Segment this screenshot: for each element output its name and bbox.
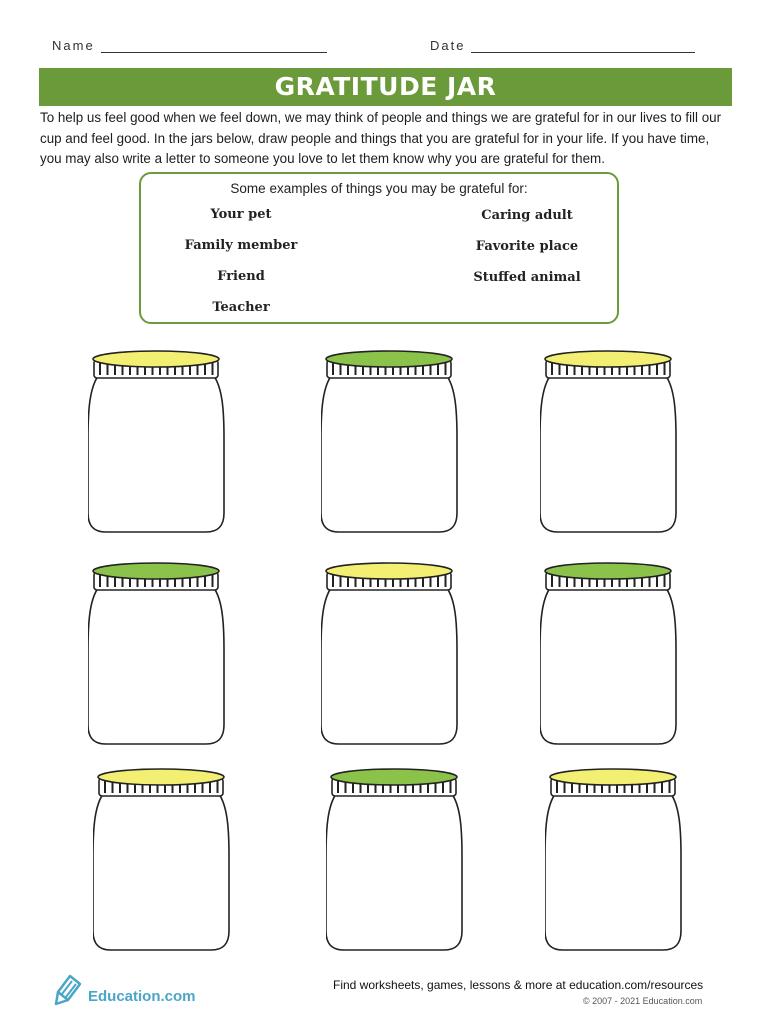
intro-text: To help us feel good when we feel down, we may think of people and things we are grateful for in our lives to fill our cup and feel good. In the jars below, draw people and things that you are grateful for in your life. If you have time, you may also write a letter to someone you love to let them know why you are grateful for them. (40, 110, 722, 166)
date-field[interactable] (430, 38, 695, 53)
date-label: Date (430, 38, 466, 53)
gratitude-jar[interactable] (88, 560, 228, 750)
logo-text: Education.com (88, 988, 196, 1005)
example-item: Favorite place (475, 239, 579, 254)
example-item: Stuffed animal (473, 270, 581, 285)
example-item: Teacher (212, 300, 270, 315)
name-label: Name (52, 38, 95, 53)
examples-heading: Some examples of things you may be grateful for: (230, 181, 528, 196)
pencil-logo-icon (54, 972, 86, 1010)
example-item: Caring adult (481, 208, 573, 223)
example-item: Friend (217, 269, 265, 284)
jar-lid (331, 769, 457, 785)
footer-tagline[interactable]: Find worksheets, games, lessons & more at education.com/resources (333, 978, 704, 992)
examples-box (139, 172, 619, 324)
page-title: GRATITUDE JAR (39, 68, 732, 106)
jar-lid (550, 769, 676, 785)
jar-lid (326, 563, 452, 579)
gratitude-jar[interactable] (88, 348, 228, 538)
copyright: © 2007 - 2021 Education.com (583, 996, 703, 1006)
gratitude-jar[interactable] (326, 766, 466, 956)
name-line[interactable] (101, 40, 327, 53)
jar-lid (545, 563, 671, 579)
jar-lid (545, 351, 671, 367)
jar-lid (93, 351, 219, 367)
date-line[interactable] (471, 40, 695, 53)
gratitude-jar[interactable] (321, 560, 461, 750)
jar-lid (326, 351, 452, 367)
name-field[interactable] (52, 38, 327, 53)
gratitude-jar[interactable] (93, 766, 233, 956)
gratitude-jar[interactable] (540, 560, 680, 750)
jar-lid (93, 563, 219, 579)
jar-lid (98, 769, 224, 785)
education-logo[interactable] (54, 972, 204, 1010)
gratitude-jar[interactable] (321, 348, 461, 538)
gratitude-jar[interactable] (540, 348, 680, 538)
example-item: Family member (184, 238, 298, 253)
example-item: Your pet (210, 207, 272, 222)
gratitude-jar[interactable] (545, 766, 685, 956)
